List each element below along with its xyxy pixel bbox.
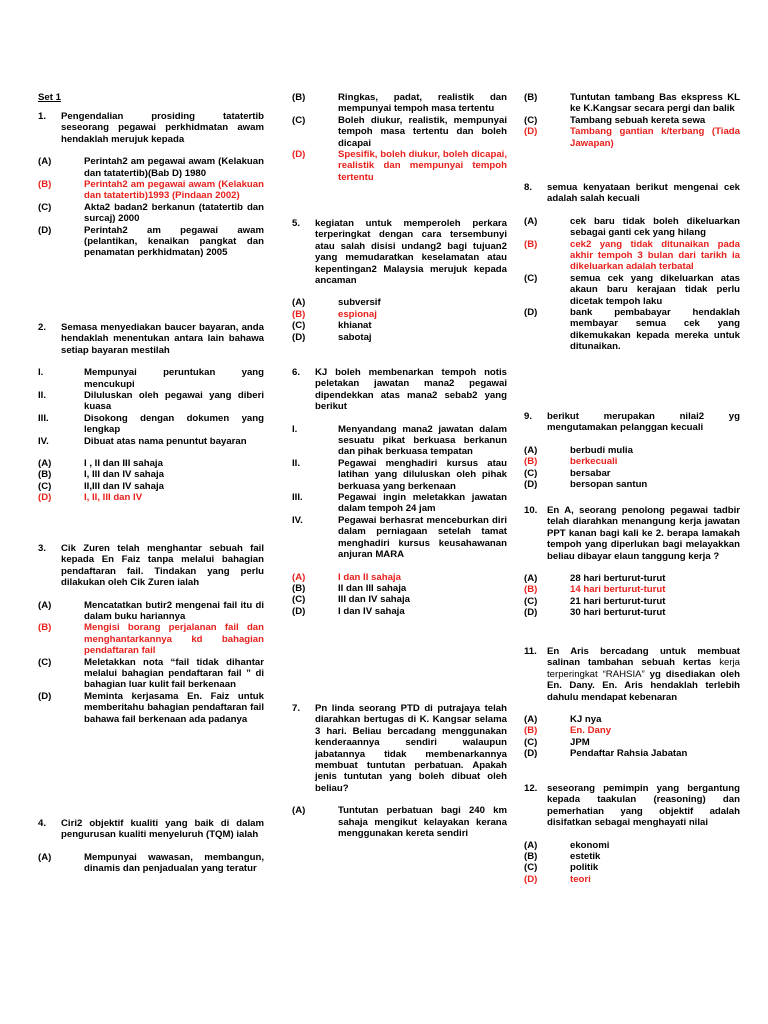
- question-text: kegiatan untuk memperoleh perkara terperingkat dengan cara tersembunyi atau salah disisi undang2 bagi tujuan2 yang memudaratkan keselamatan atau kepentingan2 Malaysia merujuk kepada ancaman: [315, 218, 507, 287]
- option-a[interactable]: (A) berbudi mulia: [524, 444, 633, 456]
- option-c[interactable]: (C) khianat: [292, 320, 372, 332]
- question-number: 5.: [292, 218, 301, 229]
- question-text: semua kenyataan berikut mengenai cek adalah salah kecuali: [547, 182, 740, 205]
- option-d-answer[interactable]: (D) I, II, III dan IV: [38, 492, 143, 504]
- option-d[interactable]: (D) Pendaftar Rahsia Jabatan: [524, 748, 688, 760]
- statement-iii: III. Disokong dengan dokumen yang lengkap: [38, 412, 264, 436]
- question-number: 1.: [38, 111, 47, 122]
- statement-i: I. Mempunyai peruntukan yang mencukupi: [38, 367, 264, 390]
- option-c[interactable]: (C) II,III dan IV sahaja: [38, 480, 164, 492]
- option-b[interactable]: (B) I, III dan IV sahaja: [38, 469, 164, 481]
- option-c[interactable]: (C) Boleh diukur, realistik, mempunyai tempoh masa tertentu dan boleh dicapai: [292, 114, 507, 149]
- option-c[interactable]: (C) bersabar: [524, 467, 611, 479]
- option-a[interactable]: (A) ekonomi: [524, 839, 610, 851]
- option-c[interactable]: (C) III dan IV sahaja: [292, 594, 410, 606]
- question-8: [524, 182, 740, 353]
- option-a[interactable]: (A) I , II dan III sahaja: [38, 458, 163, 470]
- option-b-answer[interactable]: (B) 14 hari berturut-turut: [524, 584, 666, 596]
- question-number: 10.: [524, 505, 538, 516]
- question-3: [38, 543, 264, 725]
- question-text: Semasa menyediakan baucer bayaran, anda hendaklah menentukan antara lain bahawa setiap bayaran mestilah: [61, 322, 264, 356]
- question-text: Pengendalian prosiding tatatertib seseorang pegawai perkhidmatan awam hendaklah merujuk kepada: [61, 111, 264, 145]
- option-d-answer[interactable]: (D) teori: [524, 873, 591, 885]
- question-text: seseorang pemimpin yang bergantung kepada taakulan (reasoning) dan pemerhatian yang objektif adalah disifatkan sebagai menghayati nilai: [547, 783, 740, 829]
- option-b[interactable]: (B) Ringkas, padat, realistik dan mempunyai tempoh masa tertentu: [292, 92, 507, 115]
- question-9: [524, 411, 740, 490]
- option-c[interactable]: (C) politik: [524, 862, 599, 874]
- question-number: 3.: [38, 543, 47, 554]
- option-d[interactable]: (D) bersopan santun: [524, 479, 648, 491]
- option-b-answer[interactable]: (B) cek2 yang tidak ditunaikan pada akhir tempoh 3 bulan dari tarikh ia dikeluarkan adalah terbatal: [524, 238, 740, 273]
- question-7-continued: [524, 92, 740, 149]
- question-1: [38, 111, 264, 259]
- statement-iii: III. Pegawai ingin meletakkan jawatan dalam tempoh 24 jam: [292, 492, 507, 515]
- question-number: 7.: [292, 703, 301, 714]
- question-5: [292, 218, 507, 343]
- option-b[interactable]: (B) estetik: [524, 851, 601, 863]
- option-b-answer[interactable]: (B) espionaj: [292, 308, 377, 320]
- option-a[interactable]: (A) KJ nya: [524, 714, 602, 726]
- option-d[interactable]: (D) Perintah2 am pegawai awam (pelantikan, kenaikan pangkat dan penamatan perkhidmatan) 2005: [38, 224, 264, 259]
- question-11: [524, 646, 740, 760]
- question-number: 2.: [38, 322, 47, 333]
- option-c[interactable]: (C) Meletakkan nota “fail tidak dihantar melalui bahagian pendaftaran fail ” di bahagian luar kulit fail berkenaan: [38, 656, 264, 691]
- option-a[interactable]: (A) Mencatatkan butir2 mengenai fail itu di dalam buku hariannya: [38, 599, 264, 623]
- option-c[interactable]: (C) JPM: [524, 736, 590, 748]
- question-number: 12.: [524, 783, 538, 794]
- question-number: 11.: [524, 646, 537, 657]
- statement-ii: II. Diluluskan oleh pegawai yang diberi kuasa: [38, 390, 264, 413]
- option-c[interactable]: (C) 21 hari berturut-turut: [524, 595, 666, 607]
- option-d[interactable]: (D) 30 hari berturut-turut: [524, 607, 666, 619]
- option-b-answer[interactable]: (B) Perintah2 am pegawai awam (Kelakuan dan tatatertib)1993 (Pindaan 2002): [38, 179, 264, 202]
- question-number: 6.: [292, 367, 301, 378]
- question-text: KJ boleh membenarkan tempoh notis peletakan jawatan mana2 pegawai dipendekkan atas mana2 sebab2 yang berikut: [315, 367, 507, 413]
- option-c[interactable]: (C) Akta2 badan2 berkanun (tatatertib dan surcaj) 2000: [38, 201, 264, 225]
- question-10: [524, 505, 740, 619]
- question-6: [292, 367, 507, 617]
- option-d-answer[interactable]: (D) Spesifik, boleh diukur, boleh dicapai, realistik dan mempunyai tempoh tertentu: [292, 149, 507, 183]
- question-number: 9.: [524, 411, 533, 422]
- option-b-answer[interactable]: (B) Mengisi borang perjalanan fail dan menghantarkannya kd bahagian pendaftaran fail: [38, 622, 264, 657]
- question-12: [524, 783, 740, 885]
- question-2: [38, 322, 264, 504]
- option-d[interactable]: (D) Meminta kerjasama En. Faiz untuk memberitahu bahagian pendaftaran fail bahawa fail berkenaan ada padanya: [38, 690, 264, 725]
- option-d[interactable]: (D) I dan IV sahaja: [292, 605, 405, 617]
- option-a[interactable]: (A) subversif: [292, 297, 381, 309]
- question-4-continued: [292, 92, 507, 183]
- statement-i: I. Menyandang mana2 jawatan dalam sesuatu pikat berkuasa berkanun dan pihak berkuasa tempatan: [292, 423, 507, 458]
- option-a[interactable]: (A) Perintah2 am pegawai awam (Kelakuan dan tatatertib)(Bab D) 1980: [38, 156, 264, 179]
- option-c[interactable]: (C) semua cek yang dikeluarkan atas akaun baru kerajaan tidak perlu dicetak tempoh laku: [524, 272, 740, 307]
- option-a[interactable]: (A) 28 hari berturut-turut: [524, 573, 666, 585]
- statement-iv: IV. Pegawai berhasrat menceburkan diri dalam perniagaan setelah tamat menghadiri kursus keusahawanan anjuran MARA: [292, 514, 507, 561]
- question-text: Cik Zuren telah menghantar sebuah fail kepada En Faiz tanpa melalui bahagian pendaftaran fail. Tindakan yang perlu dilakukan oleh Cik Zuren ialah: [61, 543, 264, 589]
- option-a[interactable]: (A) Tuntutan perbatuan bagi 240 km sahaja mengikut kelayakan kerana menggunakan kereta sendiri: [292, 805, 507, 840]
- option-c[interactable]: (C) Tambang sebuah kereta sewa: [524, 114, 706, 126]
- option-d[interactable]: (D) sabotaj: [292, 331, 372, 343]
- option-a[interactable]: (A) cek baru tidak boleh dikeluarkan sebagai ganti cek yang hilang: [524, 215, 740, 239]
- question-text: En A, seorang penolong pegawai tadbir telah diarahkan menangung kerja jawatan PPT kanan bagi kali ke 2. berapa lamakah tempoh yang diperlukan bagi melayakkan beliau dibayar elaun tanggung kerja ?: [547, 505, 740, 562]
- option-a[interactable]: (A) Mempunyai wawasan, membangun, dinamis dan penjadualan yang teratur: [38, 851, 264, 875]
- question-number: 4.: [38, 818, 47, 829]
- question-text: berikut merupakan nilai2 yg mengutamakan pelanggan kecuali: [547, 411, 740, 434]
- option-b[interactable]: (B) Tuntutan tambang Bas ekspress KL ke K.Kangsar secara pergi dan balik: [524, 92, 740, 115]
- plain-text-fragment: kerja terperingkat “RAHSIA”: [547, 657, 740, 680]
- question-7: [292, 703, 507, 839]
- option-a-answer[interactable]: (A) I dan II sahaja: [292, 571, 401, 583]
- question-text: En Aris bercadang untuk membuat salinan tambahan sebuah kertas kerja terperingkat “RAHSIA” yg disediakan oleh En. Dany. En. Aris hendaklah terlebih dahulu mendapat kebenaran: [547, 646, 741, 703]
- set-title: Set 1: [38, 92, 61, 103]
- question-text: Pn linda seorang PTD di putrajaya telah diarahkan bertugas di K. Kangsar selama 3 hari. Beliau bercadang menggunakan kenderaannya sendiri walaupun jabatannya tidak membenarkannya membuat tuntutan perbatuan. Apakah jenis tuntutan yang boleh dibuat oleh beliau?: [315, 703, 507, 794]
- option-b[interactable]: (B) II dan III sahaja: [292, 582, 407, 594]
- question-4: [38, 818, 264, 875]
- option-d[interactable]: (D) bank pembabayar hendaklah membayar semua cek yang dikemukakan kepada mereka untuk ditunaikan.: [524, 307, 740, 353]
- statement-iv: IV. Dibuat atas nama penuntut bayaran: [38, 435, 247, 447]
- option-d-answer[interactable]: (D) Tambang gantian k/terbang (Tiada Jawapan): [524, 126, 740, 149]
- question-text: Ciri2 objektif kualiti yang baik di dalam pengurusan kualiti menyeluruh (TQM) ialah: [61, 818, 264, 841]
- option-b-answer[interactable]: (B) berkecuali: [524, 456, 618, 468]
- option-b-answer[interactable]: (B) En. Dany: [524, 725, 612, 737]
- statement-ii: II. Pegawai menghadiri kursus atau latihan yang diluluskan oleh pihak berkuasa yang berkenaan: [292, 457, 507, 492]
- question-number: 8.: [524, 182, 533, 193]
